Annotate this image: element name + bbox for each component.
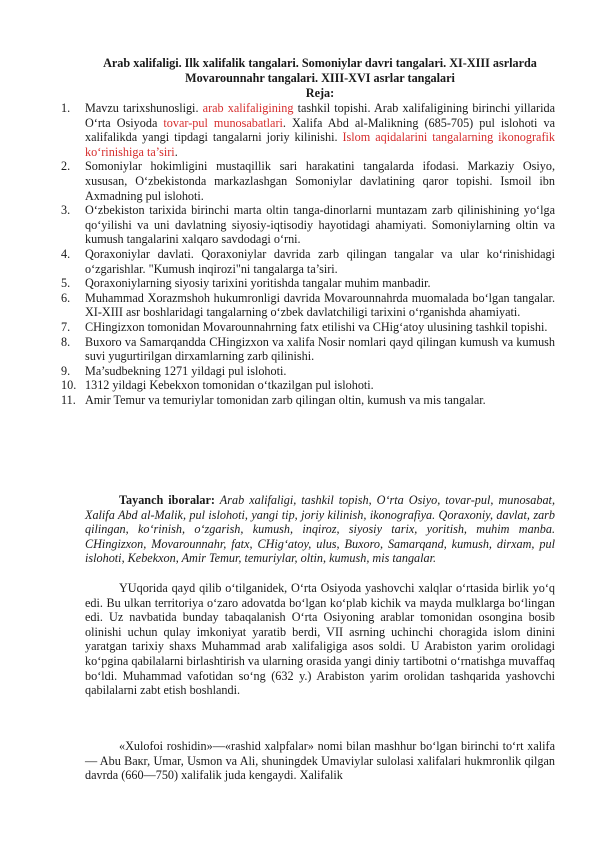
plan-item-highlight: arab xalifaligining — [202, 101, 294, 115]
plan-item — [61, 363, 555, 379]
plan-item-text: O‘zbekiston tarixida birinchi marta oltin tanga-dinorlarni muntazam zarb qilinishining yo‘lga qo‘yilishi va uni davlatning siyosiy-iqtisodiy hayotidagi ahamiyati. Somoniylarning oltin va kumush tangalarini xalqaro savdodagi o‘rni. — [85, 203, 555, 247]
keywords-paragraph — [85, 493, 555, 566]
plan-item-number: 5. — [61, 276, 71, 291]
plan-item-number: 7. — [61, 319, 71, 334]
plan-item-number: 3. — [61, 203, 71, 218]
plan-item-number: 1. — [61, 101, 71, 115]
body-paragraph-2 — [85, 739, 555, 783]
plan-item-text: Somoniylar hokimligini mustaqillik sari harakatini tangalarda ifodasi. Markaziy Osiyo, xususan, O‘zbekistonda markazlashgan Somoniylar davlatining qaror topishi. Ismoil ibn Axmadning pul islohoti. — [85, 159, 555, 203]
keywords-label: Tayanch iboralar: — [119, 493, 215, 507]
paragraph-1-text: YUqorida qayd qilib o‘tilganidek, O‘rta Osiyoda yashovchi xalqlar o‘rtasida birlik yo‘q edi. Bu ulkan territoriya o‘zaro adovatda bo‘lgan ko‘plab kichik va mayda mulklarga bo‘lingan edi. Uz navbatida bunday tabaqalanish O‘rta Osiyoning arablar tomonidan osongina bosib olinishi uchun qulay imkoniyat yaratib berdi, VII asrning uchinchi choragida islom dinini yaratgan tarixiy shaxs Muhammad arab xalifaligiga asos soldi. U Arabiston yarim orolidagi ko‘pgina qabilalarni birlashtirish va ularning orasida yangi diniy tartibotni o‘rnatishga muvaffaq bo‘ldi. Muhammad vafotidan so‘ng (632 y.) Arabiston yarim orolidan tashqarida yashovchi qabilalarni zabt etish boshlandi. — [85, 581, 555, 698]
plan-item — [61, 203, 555, 247]
plan-item — [61, 290, 555, 320]
plan-heading: Reja: — [305, 86, 335, 100]
paragraph-2-text: «Xulofoi roshidin»—«rashid xalpfalar» nomi bilan mashhur bo‘lgan birinchi to‘rt xalifa — Abu Baкr, Umar, Usmon va Ali, shuningdek Umaviylar sulolasi xalifalari hukmronlik qilgan davrda (660—750) xalifalik juda kengaydi. Xalifalik — [85, 739, 555, 783]
plan-item-number: 8. — [61, 334, 71, 349]
plan-list — [61, 101, 555, 407]
plan-item — [61, 319, 555, 335]
plan-item-number: 2. — [61, 159, 71, 174]
plan-item-text: Qoraxoniylar davlati. Qoraxoniylar davrida zarb qilingan tangalar va ular ko‘rinishidagi o‘zgarishlar. "Kumush inqirozi"ni tangalarga ta’siri. — [85, 246, 555, 276]
plan-item — [61, 378, 555, 393]
keywords-text: Arab xalifaligi, tashkil topish, O‘rta Osiyo, tovar-pul, munosabat, Xalifa Abd al-Malik, pul islohoti, yangi tip, joriy kilinish, ikonografiya. Qoraxoniy, davlat, zarb qilingan, ko‘rinish, o‘zgarish, kumush, inqiroz, siyosiy tarix, yoritish, muhim manba. CHingizxon, Movarounnahr, fatx, CHig‘atoy, ulus, Buxoro, Samarqand, kumush, dirxam, pul islohoti, Kebekxon, Amir Temur, temuriylar, oltin, kumush, mis tangalar. — [85, 493, 555, 566]
plan-item — [61, 392, 555, 408]
plan-item-highlight: tovar-pul munosabatlari — [163, 115, 283, 130]
plan-item-text: CHingizxon tomonidan Movarounnahrning fatx etilishi va CHig‘atoy ulusining tashkil topishi. — [85, 319, 548, 334]
plan-item — [61, 276, 555, 291]
plan-item-number: 6. — [61, 290, 71, 305]
plan-item-text: . — [174, 144, 178, 159]
plan-item-text: Qoraxoniylarning siyosiy tarixini yoritishda tangalar muhim manbadir. — [85, 276, 431, 291]
plan-item-text: Muhammad Xorazmshoh hukumronligi davrida Movarounnahrda muomalada bo‘lgan tangalar. XI-XIII asr boshlaridagi tangalarning o‘zbek davlatchiligi tarixini o‘rganishda ahamiyati. — [85, 290, 555, 320]
plan-item — [61, 101, 555, 159]
body-paragraph-1 — [85, 581, 555, 698]
plan-item — [61, 334, 555, 364]
plan-item-text: Mavzu tarixshunosligi. — [85, 101, 203, 115]
plan-item-text: 1312 yildagi Kebekxon tomonidan o‘tkazilgan pul islohoti. — [85, 378, 374, 393]
plan-item-text: Buxoro va Samarqandda CHingizxon va xalifa Nosir nomlari qayd qilingan kumush va kumush suvi yugurtirilgan dirxamlarning zarb qilinishi. — [85, 334, 555, 364]
plan-item-number: 9. — [61, 363, 71, 378]
plan-item-highlight: Islom aqidalarini tangalarning ikonografik ko‘rinishiga ta’siri — [85, 130, 555, 159]
plan-item-text: tashkil topishi. Arab xalifaligining birinchi yillarida O‘rta Osiyoda — [85, 101, 555, 130]
plan-item — [61, 246, 555, 276]
plan-item-text: Ma’sudbekning 1271 yildagi pul islohoti. — [85, 363, 287, 378]
plan-item-text: Amir Temur va temuriylar tomonidan zarb qilingan oltin, kumush va mis tangalar. — [85, 392, 486, 407]
plan-item-number: 10. — [61, 378, 77, 393]
plan-item-number: 11. — [61, 392, 76, 407]
plan-item-number: 4. — [61, 246, 71, 261]
document-title: Arab xalifaligi. Ilk xalifalik tangalari. Somoniylar davri tangalari. XI-XIII asrlarda Movarounnahr tangalari. XIII-XVI asrlar tangalari — [103, 56, 537, 85]
plan-item-text: . Xalifa Abd al-Malikning (685-705) pul islohoti va xalifalikda yangi tipdagi tangalarni joriy kilinishi. — [85, 115, 555, 145]
plan-item — [61, 159, 555, 203]
